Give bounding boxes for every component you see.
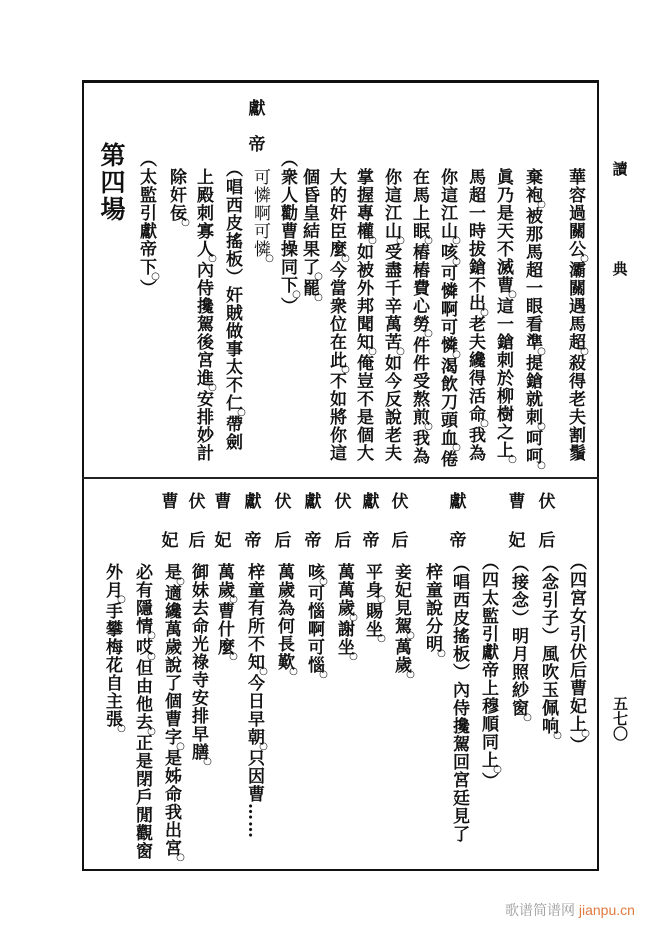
header-title-char: 讀 xyxy=(612,160,628,178)
punctuation-mark: ○ xyxy=(579,346,590,358)
speaker-name-char: 帝 xyxy=(362,531,380,551)
text-line: 可憐啊可憐○ xyxy=(250,168,275,265)
speaker-name-char: 伏 xyxy=(188,492,206,512)
punctuation-mark: ○ xyxy=(207,253,218,265)
text-line: 萬歲為何長歎○ xyxy=(274,563,299,678)
text-line: 上殿刺寡人○內侍攙駕後宮進○安排妙計 xyxy=(193,168,218,462)
punctuation-mark: ○ xyxy=(579,253,590,265)
punctuation-mark: ○ xyxy=(202,756,213,768)
punctuation-mark: ○ xyxy=(207,382,218,394)
text-line: 大的奸臣麼○今當衆位在此○不如將你這 xyxy=(326,168,351,462)
punctuation-mark: ○ xyxy=(258,741,269,753)
punctuation-mark: ○ xyxy=(340,364,351,376)
punctuation-mark: ○ xyxy=(313,292,324,304)
punctuation-mark: ○ xyxy=(423,235,434,247)
text-line: 必有隱情○哎○但由他去○正是閉戶閒觀窗 xyxy=(132,563,157,860)
text-line: 個昏皇結果了○罷○ xyxy=(299,168,324,304)
punctuation-mark: ○ xyxy=(367,346,378,358)
punctuation-mark: ○ xyxy=(116,594,127,606)
punctuation-mark: ○ xyxy=(348,651,359,663)
speaker-name-char: 獻 xyxy=(304,492,322,512)
punctuation-mark: ○ xyxy=(367,235,378,247)
text-line: 棄袍○被那馬超一眼看準○提鎗就刺○呵呵○ xyxy=(522,168,547,472)
text-line: 咳○可惱啊可惱○ xyxy=(304,563,329,681)
punctuation-mark: ○ xyxy=(405,630,416,642)
speaker-name-char: 后 xyxy=(334,531,352,551)
punctuation-mark: ○ xyxy=(451,349,462,361)
speaker-name-char: 曹 xyxy=(161,492,179,512)
text-line: 外月○手攀梅花自主張○ xyxy=(102,563,127,735)
speaker-name-char: 曹 xyxy=(508,492,526,512)
watermark-site-name: 歌谱简谱网 xyxy=(505,902,575,918)
punctuation-mark: ○ xyxy=(258,666,269,678)
punctuation-mark: ○ xyxy=(423,328,434,340)
punctuation-mark: ○ xyxy=(146,726,157,738)
punctuation-mark: ○ xyxy=(146,651,157,663)
speaker-name-char: 獻 xyxy=(244,492,262,512)
text-line: 是○適纔萬歲說了個曹字○是姊命我出宮○ xyxy=(161,563,186,864)
watermark-url: jianpu.cn xyxy=(578,902,635,918)
text-line: （接念）明月照紗窗○ xyxy=(508,555,533,724)
punctuation-mark: ○ xyxy=(536,199,547,211)
speaker-name-char: 曹 xyxy=(214,492,232,512)
text-line: （念引子）風吹玉佩响○ xyxy=(538,555,563,742)
text-line: 平身○賜坐○ xyxy=(362,563,387,645)
text-line: 梓童說分明○ xyxy=(422,563,447,660)
punctuation-mark: ○ xyxy=(264,253,275,265)
text-line: 萬萬歲○謝坐○ xyxy=(334,563,359,663)
stage-direction: （太監引獻帝下○） xyxy=(136,150,161,297)
text-line: 眞乃是天不滅曹○這一鎗刺於柳樹之上○ xyxy=(493,168,518,466)
text-line: 萬歲○曹什麼○ xyxy=(214,563,239,663)
text-line: 梓童有所不知○今日早朝○只因曹…… xyxy=(244,563,269,839)
punctuation-mark: ○ xyxy=(228,651,239,663)
page-number: 五七〇 xyxy=(611,696,629,741)
text-line: 御妹去命光祿寺安排早膳○ xyxy=(188,563,213,768)
punctuation-mark: ○ xyxy=(318,576,329,588)
punctuation-mark: ○ xyxy=(236,407,247,419)
punctuation-mark: ○ xyxy=(395,346,406,358)
punctuation-mark: ○ xyxy=(580,728,591,740)
speaker-name-char: 后 xyxy=(391,531,409,551)
punctuation-mark: ○ xyxy=(395,235,406,247)
stage-direction: （衆人勸曹操同下○） xyxy=(277,150,302,315)
text-line: 你這江山○咳○可憐啊可憐○渴飲刀頭血○倦 xyxy=(437,168,462,468)
punctuation-mark: ○ xyxy=(318,669,329,681)
punctuation-mark: ○ xyxy=(507,454,518,466)
speaker-name-char: 帝 xyxy=(449,531,467,551)
text-line: （唱西皮搖板）內侍攙駕回宮廷見了 xyxy=(449,555,469,843)
text-line: 華容過關公○灞關遇馬超○殺得老夫割鬚 xyxy=(565,168,590,462)
punctuation-mark: ○ xyxy=(180,217,191,229)
punctuation-mark: ○ xyxy=(340,253,351,265)
punctuation-mark: ○ xyxy=(451,442,462,454)
text-line: 馬超一時拔鎗不出○老夫纔得活命○我為 xyxy=(465,168,490,462)
speaker-name-char: 獻 xyxy=(248,99,266,119)
punctuation-mark: ○ xyxy=(376,633,387,645)
punctuation-mark: ○ xyxy=(291,289,302,301)
punctuation-mark: ○ xyxy=(376,594,387,606)
punctuation-mark: ○ xyxy=(405,669,416,681)
speaker-name-char: 帝 xyxy=(304,531,322,551)
speaker-name-char: 獻 xyxy=(362,492,380,512)
section-divider xyxy=(82,477,599,479)
punctuation-mark: ○ xyxy=(522,712,533,724)
punctuation-mark: ○ xyxy=(507,289,518,301)
text-line: 除奸佞○ xyxy=(166,168,191,229)
speaker-name-char: 帝 xyxy=(248,135,266,155)
text-line: 妾妃見駕○萬歲○ xyxy=(391,563,416,681)
punctuation-mark: ○ xyxy=(479,307,490,319)
punctuation-mark: ○ xyxy=(150,271,161,283)
speaker-name-char: 妃 xyxy=(214,531,232,551)
speaker-name-char: 后 xyxy=(274,531,292,551)
punctuation-mark: ○ xyxy=(423,421,434,433)
punctuation-mark: ○ xyxy=(313,271,324,283)
punctuation-mark: ○ xyxy=(175,741,186,753)
punctuation-mark: ○ xyxy=(552,730,563,742)
punctuation-mark: ○ xyxy=(116,723,127,735)
speaker-name-char: 妃 xyxy=(161,531,179,551)
speaker-name-char: 伏 xyxy=(391,492,409,512)
punctuation-mark: ○ xyxy=(492,764,503,776)
stage-direction: （四太監引獻帝上穆順同上○） xyxy=(478,553,503,790)
text-line: 掌握專權○如被外邦聞知○俺豈不是個大 xyxy=(353,168,378,462)
punctuation-mark: ○ xyxy=(228,594,239,606)
speaker-name-char: 伏 xyxy=(334,492,352,512)
text-line: （唱西皮搖板）奸賊做事太不仁○帶劍 xyxy=(222,160,247,451)
punctuation-mark: ○ xyxy=(348,612,359,624)
watermark xyxy=(505,900,635,920)
punctuation-mark: ○ xyxy=(146,630,157,642)
header-title-char: 典 xyxy=(612,260,628,278)
punctuation-mark: ○ xyxy=(288,666,299,678)
speaker-name-char: 后 xyxy=(188,531,206,551)
stage-direction: （四宮女引伏后曹妃上○） xyxy=(566,553,591,754)
punctuation-mark: ○ xyxy=(536,346,547,358)
punctuation-mark: ○ xyxy=(451,256,462,268)
punctuation-mark: ○ xyxy=(479,418,490,430)
speaker-name-char: 伏 xyxy=(538,492,556,512)
punctuation-mark: ○ xyxy=(536,460,547,472)
punctuation-mark: ○ xyxy=(175,576,186,588)
scene-title: 第四場 xyxy=(97,142,126,223)
text-line: 在馬上眠○樁樁費心勞○件件受熬煎○我為 xyxy=(409,168,434,465)
speaker-name-char: 后 xyxy=(538,531,556,551)
speaker-name-char: 伏 xyxy=(274,492,292,512)
punctuation-mark: ○ xyxy=(536,421,547,433)
punctuation-mark: ○ xyxy=(175,852,186,864)
punctuation-mark: ○ xyxy=(451,235,462,247)
speaker-name-char: 妃 xyxy=(508,531,526,551)
text-line: 你這江山○受盡千辛萬苦○如今反說老夫 xyxy=(381,168,406,462)
punctuation-mark: ○ xyxy=(436,648,447,660)
speaker-name-char: 帝 xyxy=(244,531,262,551)
speaker-name-char: 獻 xyxy=(449,492,467,512)
